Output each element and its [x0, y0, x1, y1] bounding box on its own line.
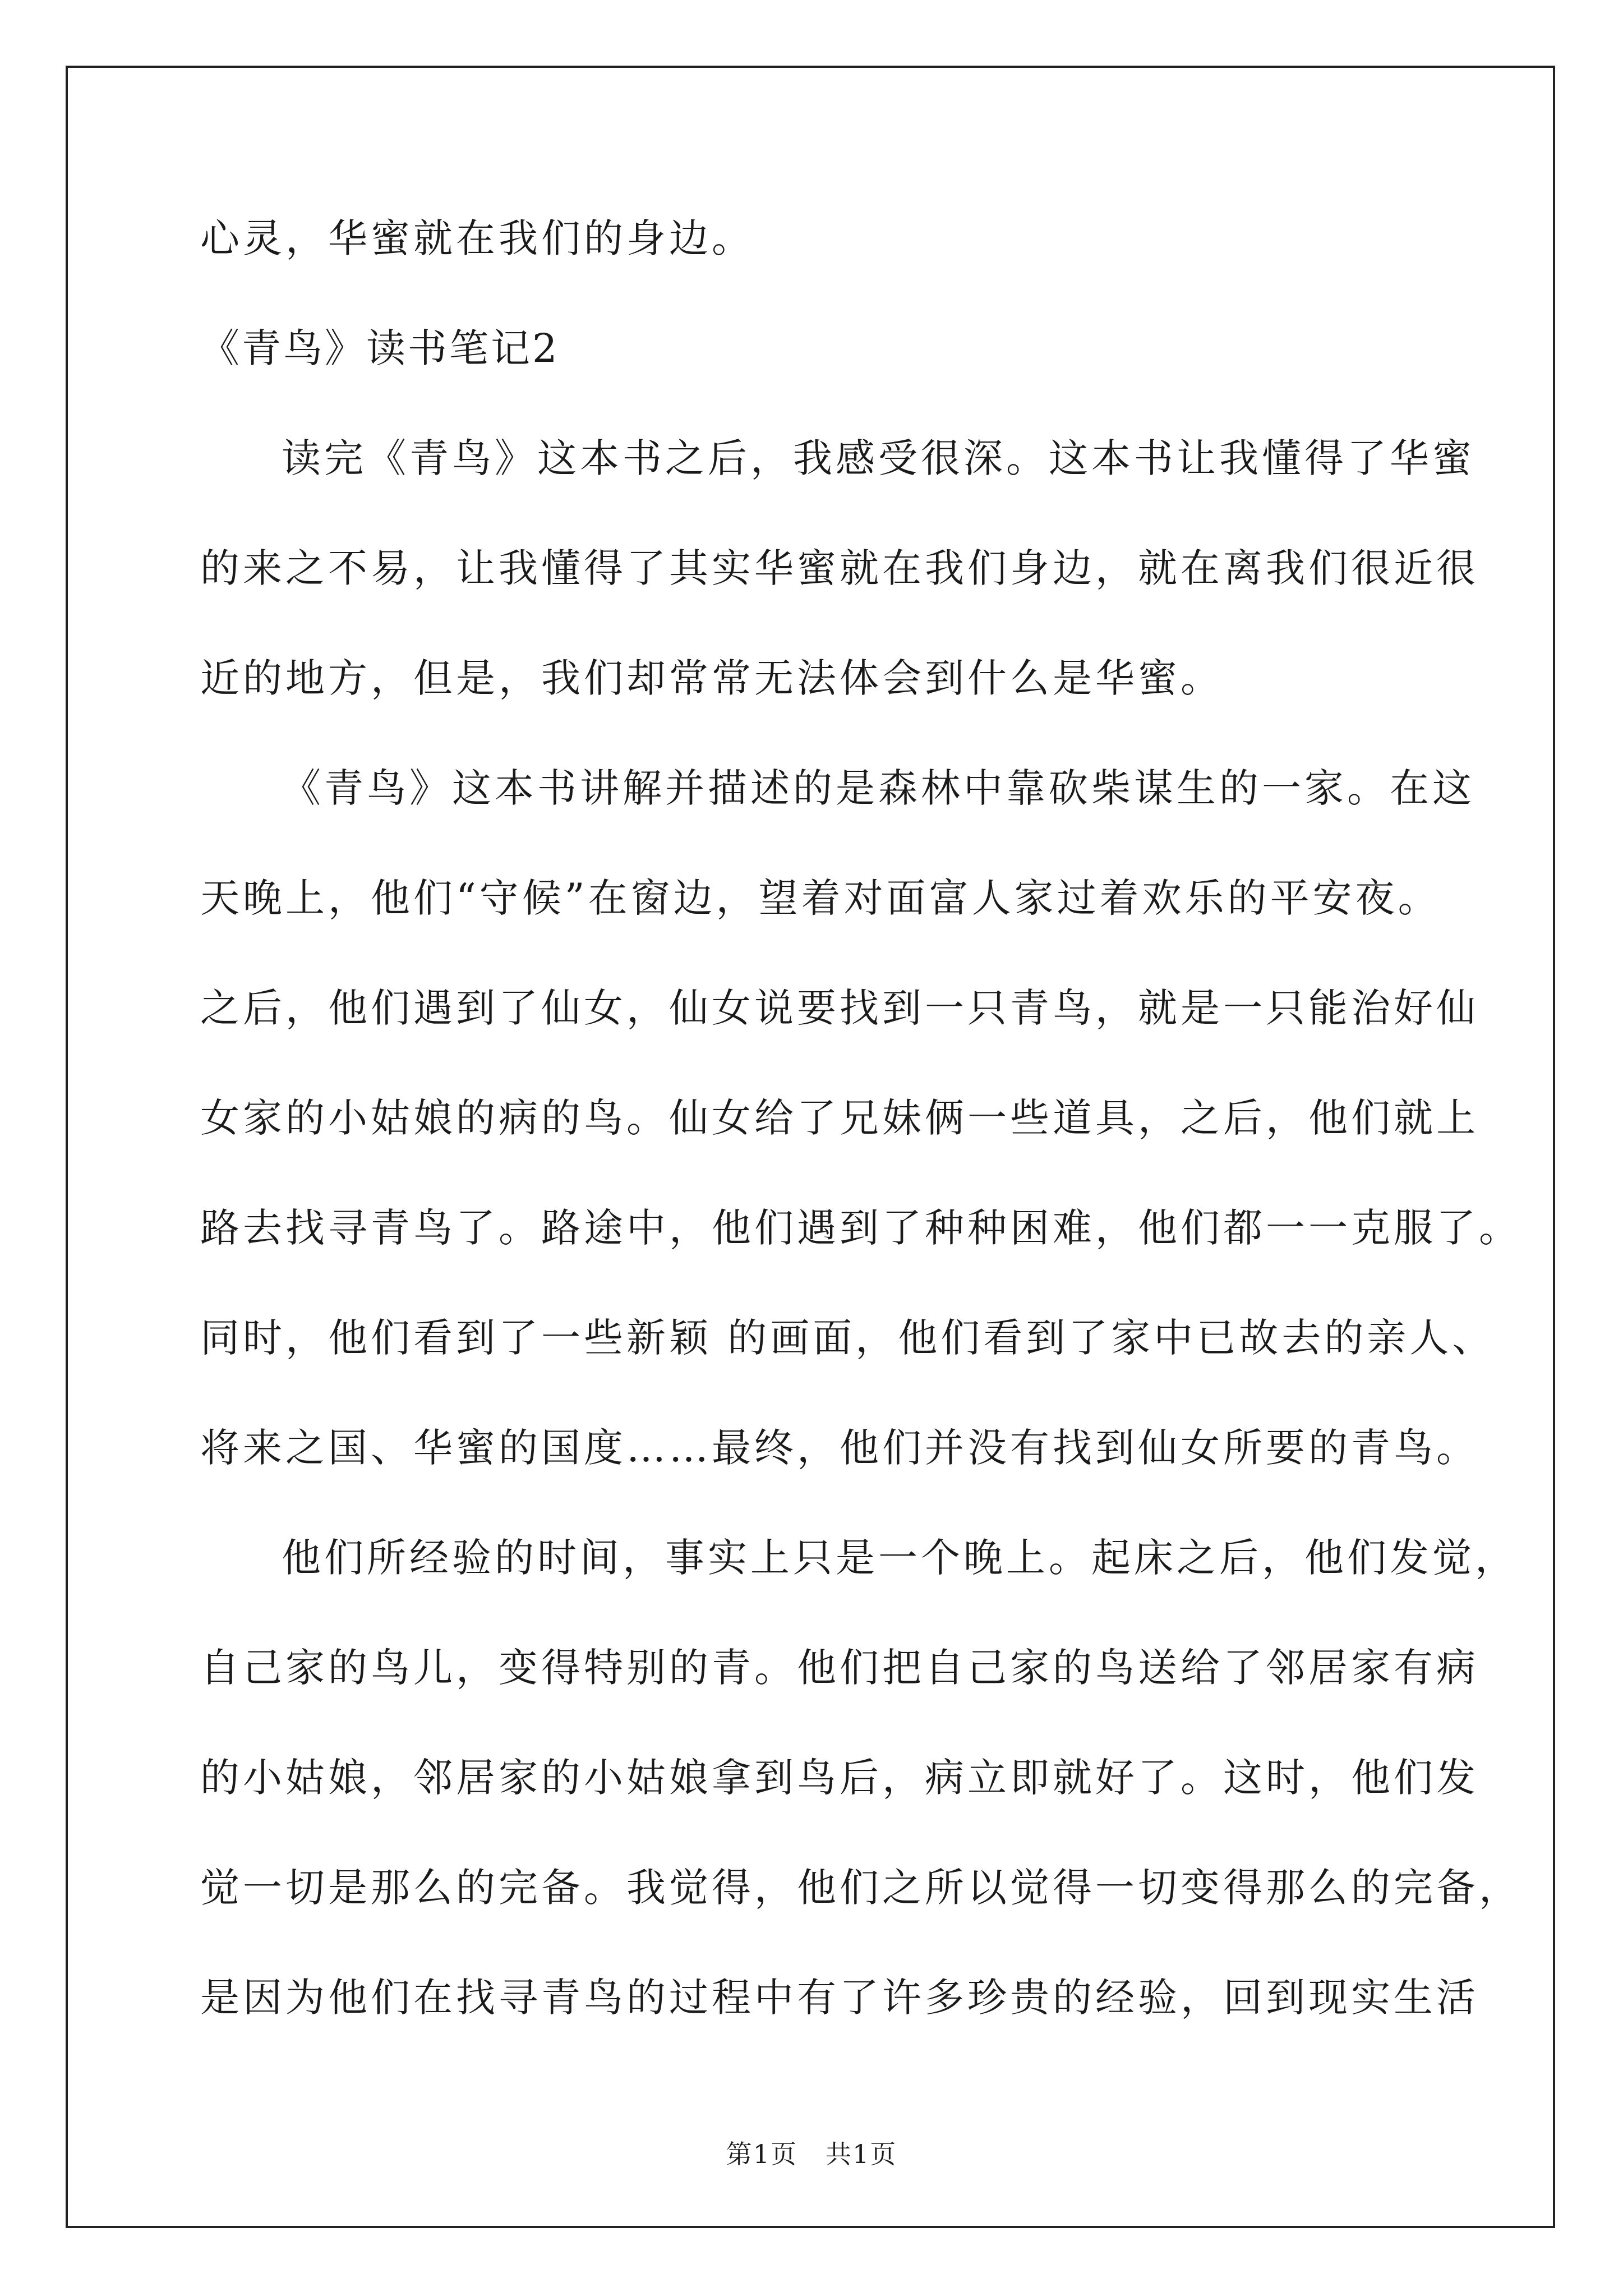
section-heading: 《青鸟》读书笔记2 — [200, 325, 560, 371]
paragraph-first-line: 他们所经验的时间，事实上只是一个晚上。起床之后，他们发觉， — [282, 1535, 1518, 1581]
paragraph-first-line: 《青鸟》这本书讲解并描述的是森林中靠砍柴谋生的一家。在这 — [282, 765, 1475, 811]
text-line: 将来之国、华蜜的国度……最终，他们并没有找到仙女所要的青鸟。 — [200, 1425, 1479, 1471]
page-number: 第1页 — [726, 2139, 797, 2169]
text-line: 心灵，华蜜就在我们的身边。 — [200, 215, 754, 261]
text-line: 是因为他们在找寻青鸟的过程中有了许多珍贵的经验，回到现实生活 — [200, 1975, 1479, 2021]
text-line: 天晚上，他们“守候”在窗边，望着对面富人家过着欢乐的平安夜。 — [200, 875, 1441, 921]
page-total: 共1页 — [826, 2139, 897, 2169]
text-line: 路去找寻青鸟了。路途中，他们遇到了种种困难，他们都一一克服了。 — [200, 1205, 1521, 1251]
text-line: 的小姑娘，邻居家的小姑娘拿到鸟后，病立即就好了。这时，他们发 — [200, 1755, 1479, 1801]
text-line: 的来之不易，让我懂得了其实华蜜就在我们身边，就在离我们很近很 — [200, 545, 1479, 591]
text-line: 之后，他们遇到了仙女，仙女说要找到一只青鸟，就是一只能治好仙 — [200, 985, 1479, 1031]
document-body — [200, 213, 1521, 2023]
page-footer — [0, 2137, 1623, 2171]
text-line: 自己家的鸟儿，变得特别的青。他们把自己家的鸟送给了邻居家有病 — [200, 1645, 1479, 1691]
text-line: 同时，他们看到了一些新颖 的画面，他们看到了家中已故去的亲人、 — [200, 1315, 1495, 1361]
text-line: 近的地方，但是，我们却常常无法体会到什么是华蜜。 — [200, 655, 1223, 701]
text-line: 觉一切是那么的完备。我觉得，他们之所以觉得一切变得那么的完备， — [200, 1865, 1521, 1911]
paragraph-first-line: 读完《青鸟》这本书之后，我感受很深。这本书让我懂得了华蜜 — [282, 435, 1475, 481]
text-line: 女家的小姑娘的病的鸟。仙女给了兄妹俩一些道具，之后，他们就上 — [200, 1095, 1479, 1141]
